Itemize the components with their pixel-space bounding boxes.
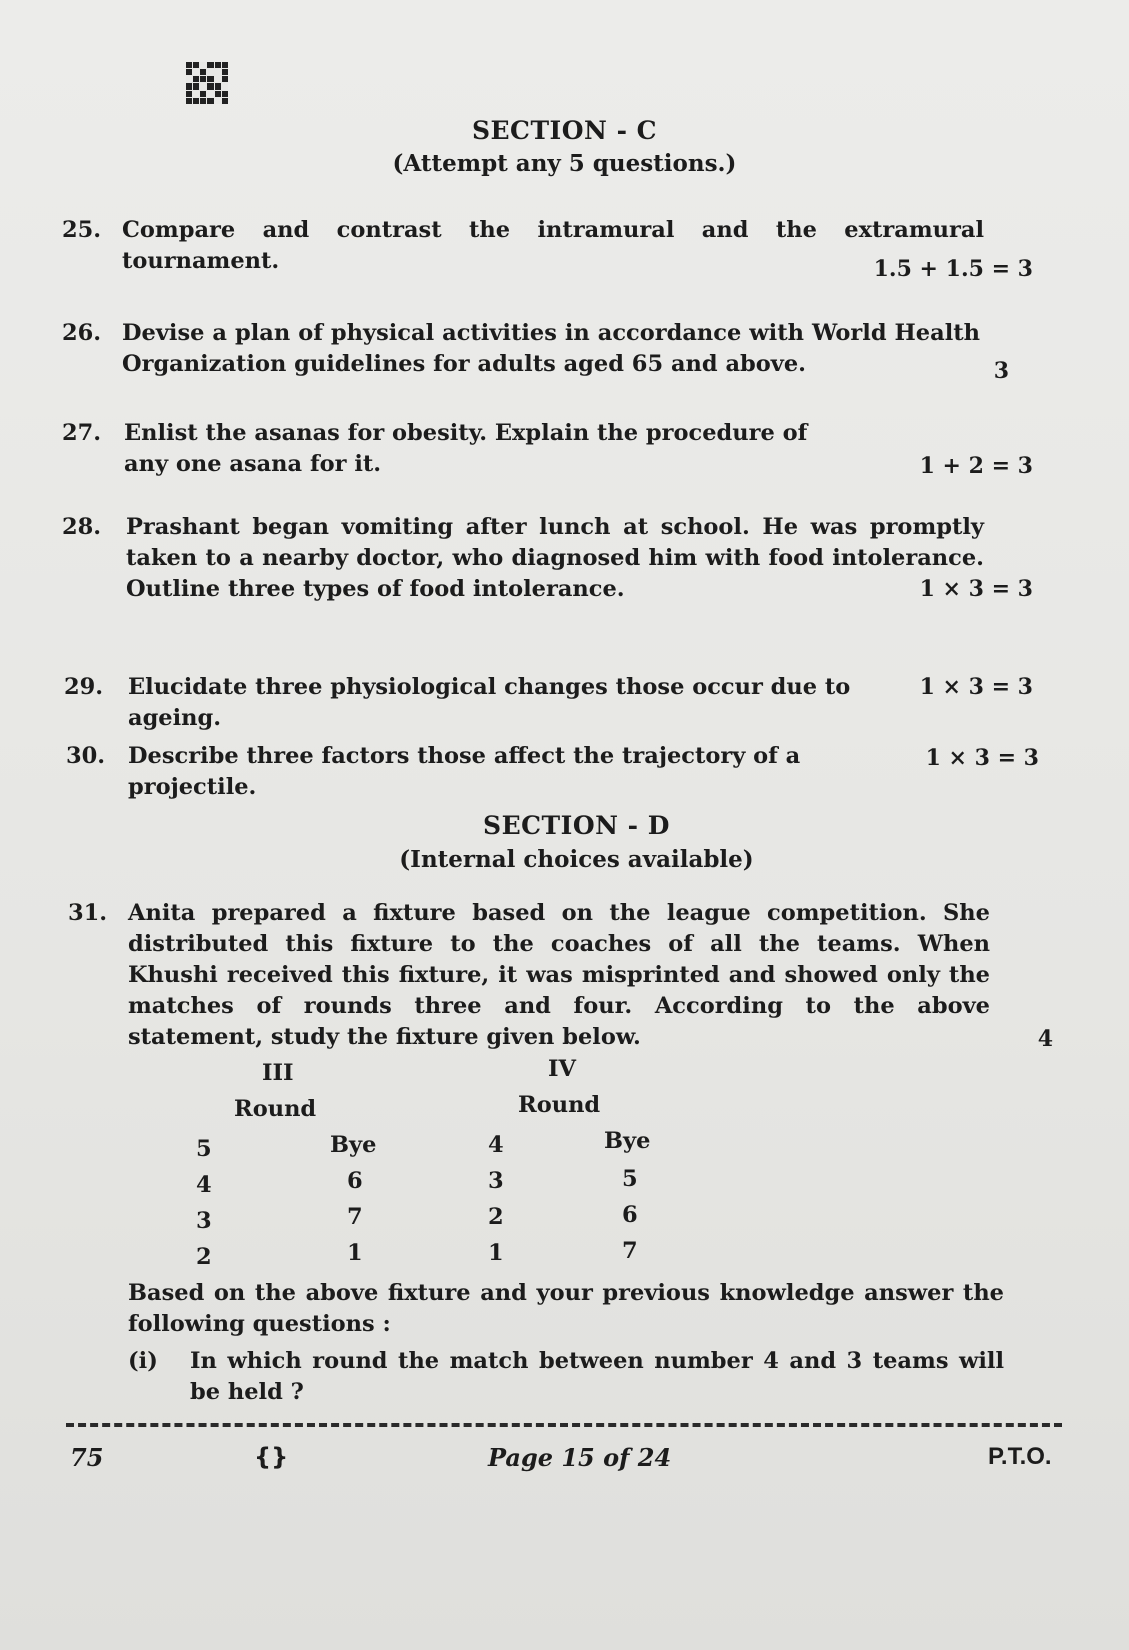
question-marks: 1.5 + 1.5 = 3: [873, 256, 1033, 282]
fixture-cell: 7: [622, 1238, 638, 1264]
fixture-cell: 4: [196, 1172, 212, 1198]
round-4-label: Round: [518, 1092, 601, 1118]
sub-question-label: (i): [128, 1348, 158, 1374]
section-d-title: SECTION - D: [483, 811, 670, 840]
paper-code: 75: [70, 1443, 104, 1472]
page-number: Page 15 of 24: [488, 1443, 672, 1472]
question-number: 25.: [62, 217, 102, 243]
fixture-cell: 3: [488, 1168, 504, 1194]
round-4-numeral: IV: [548, 1056, 576, 1082]
question-marks: 4: [1037, 1026, 1053, 1052]
fixture-cell: Bye: [604, 1128, 651, 1154]
question-marks: 1 × 3 = 3: [919, 674, 1033, 700]
question-number: 31.: [68, 900, 108, 926]
fixture-cell: 1: [347, 1240, 363, 1266]
round-3-numeral: III: [262, 1060, 294, 1086]
section-c-instruction: (Attempt any 5 questions.): [392, 150, 737, 177]
question-text: Devise a plan of physical activities in accordance with World Health Organization guidelines for adults aged 65 and above.: [122, 320, 980, 377]
question-text: Enlist the asanas for obesity. Explain the procedure of any one asana for it.: [124, 420, 808, 477]
fixture-cell: Bye: [330, 1132, 377, 1158]
followup-text: Based on the above fixture and your previous knowledge answer the following questions :: [128, 1280, 1004, 1337]
question-text: Compare and contrast the intramural and the extramural tournament.: [122, 217, 984, 274]
section-d-instruction: (Internal choices available): [399, 846, 754, 873]
fixture-cell: 6: [622, 1202, 638, 1228]
round-3-label: Round: [234, 1096, 317, 1122]
footer-divider: [66, 1423, 1062, 1427]
question-number: 30.: [66, 743, 106, 769]
question-text: Prashant began vomiting after lunch at school. He was promptly taken to a nearby doctor, who diagnosed him with food intolerance. Outline three types of food intolerance.: [126, 514, 984, 602]
qr-code-icon: [186, 62, 228, 104]
fixture-cell: 2: [196, 1244, 212, 1270]
question-number: 28.: [62, 514, 102, 540]
fixture-cell: 1: [488, 1240, 504, 1266]
question-marks: 1 + 2 = 3: [919, 453, 1033, 479]
fixture-cell: 5: [196, 1136, 212, 1162]
fixture-cell: 7: [347, 1204, 363, 1230]
question-marks: 1 × 3 = 3: [925, 745, 1039, 771]
fixture-cell: 4: [488, 1132, 504, 1158]
question-text: Elucidate three physiological changes those occur due to ageing.: [128, 674, 851, 731]
question-text: Describe three factors those affect the trajectory of a projectile.: [128, 743, 801, 800]
fixture-table: [0, 1056, 1129, 1290]
question-marks: 3: [993, 358, 1009, 384]
pto-label: P.T.O.: [988, 1443, 1052, 1470]
question-number: 29.: [64, 674, 104, 700]
question-number: 26.: [62, 320, 102, 346]
fixture-cell: 5: [622, 1166, 638, 1192]
question-number: 27.: [62, 420, 102, 446]
fixture-cell: 2: [488, 1204, 504, 1230]
question-marks: 1 × 3 = 3: [919, 576, 1033, 602]
fixture-cell: 3: [196, 1208, 212, 1234]
fixture-cell: 6: [347, 1168, 363, 1194]
question-text: Anita prepared a fixture based on the league competition. She distributed this fixture to the coaches of all the teams. When Khushi received this fixture, it was misprinted and showed only the matches of rounds three and four. According to the above statement, study the fixture given below.: [128, 900, 990, 1050]
section-c-title: SECTION - C: [471, 116, 658, 145]
footer-braces: {}: [254, 1443, 289, 1471]
sub-question-text: In which round the match between number 4 and 3 teams will be held ?: [190, 1348, 1004, 1405]
